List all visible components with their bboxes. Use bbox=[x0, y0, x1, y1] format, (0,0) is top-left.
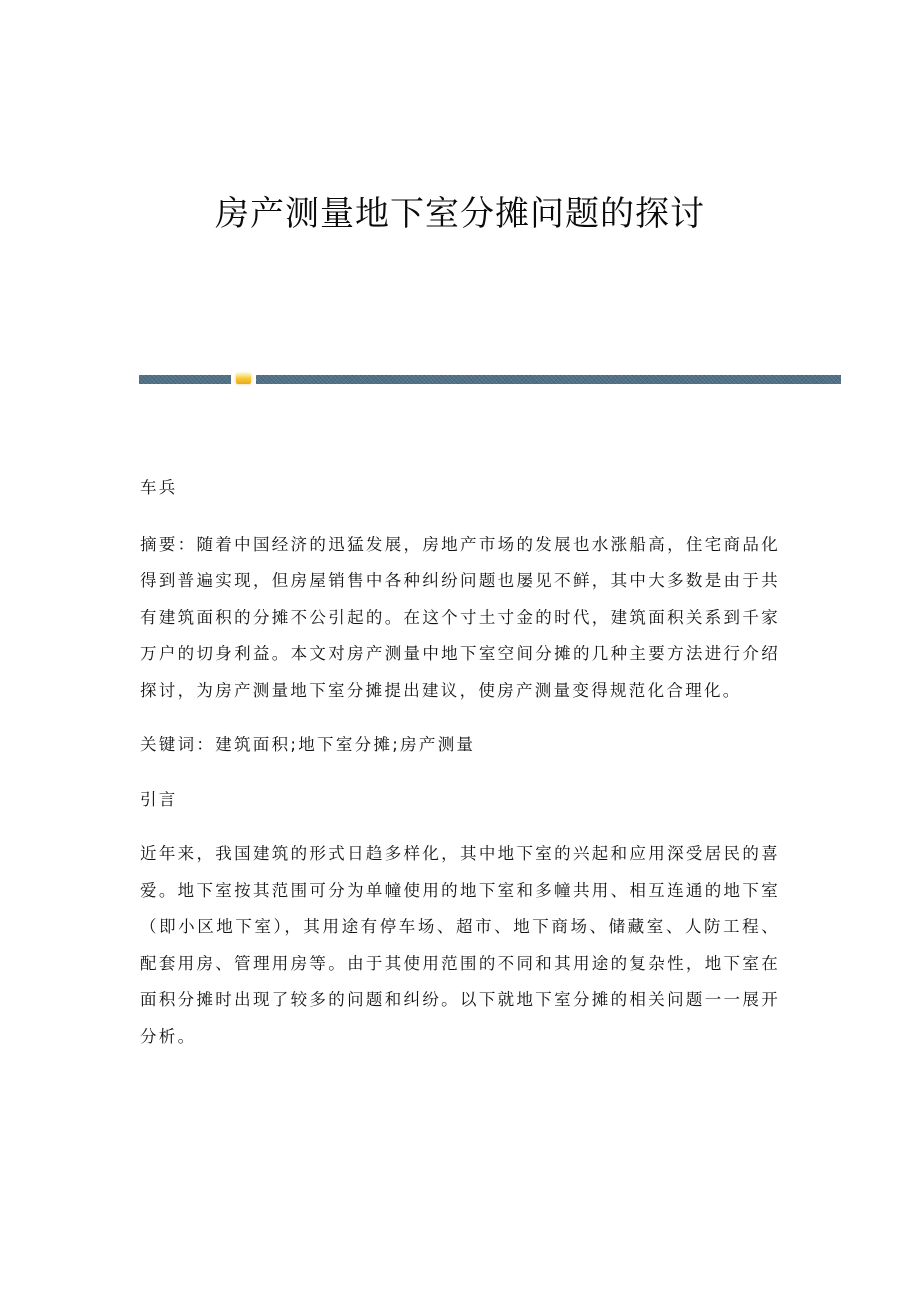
title-divider bbox=[139, 375, 841, 384]
keywords-line: 关键词：建筑面积;地下室分摊;房产测量 bbox=[140, 735, 476, 754]
author-name: 车兵 bbox=[140, 478, 178, 497]
divider-bar-left bbox=[139, 375, 231, 384]
divider-bar-right bbox=[256, 375, 841, 384]
document-body bbox=[140, 470, 780, 1055]
introduction-paragraph: 近年来，我国建筑的形式日趋多样化，其中地下室的兴起和应用深受居民的喜爱。地下室按其范围可分为单幢使用的地下室和多幢共用、相互连通的地下室（即小区地下室），其用途有停车场、超市、地下商场、储藏室、人防工程、配套用房、管理用房等。由于其使用范围的不同和其用途的复杂性，地下室在面积分摊时出现了较多的问题和纠纷。以下就地下室分摊的相关问题一一展开分析。 bbox=[140, 844, 780, 1046]
divider-ornament-icon bbox=[236, 374, 251, 384]
section-heading-introduction: 引言 bbox=[140, 789, 178, 809]
abstract-paragraph: 摘要：随着中国经济的迅猛发展，房地产市场的发展也水涨船高，住宅商品化得到普遍实现，但房屋销售中各种纠纷问题也屡见不鲜，其中大多数是由于共有建筑面积的分摊不公引起的。在这个寸土寸金的时代，建筑面积关系到千家万户的切身利益。本文对房产测量中地下室空间分摊的几种主要方法进行介绍探讨，为房产测量地下室分摊提出建议，使房产测量变得规范化合理化。 bbox=[140, 534, 780, 700]
document-title: 房产测量地下室分摊问题的探讨 bbox=[215, 194, 705, 234]
